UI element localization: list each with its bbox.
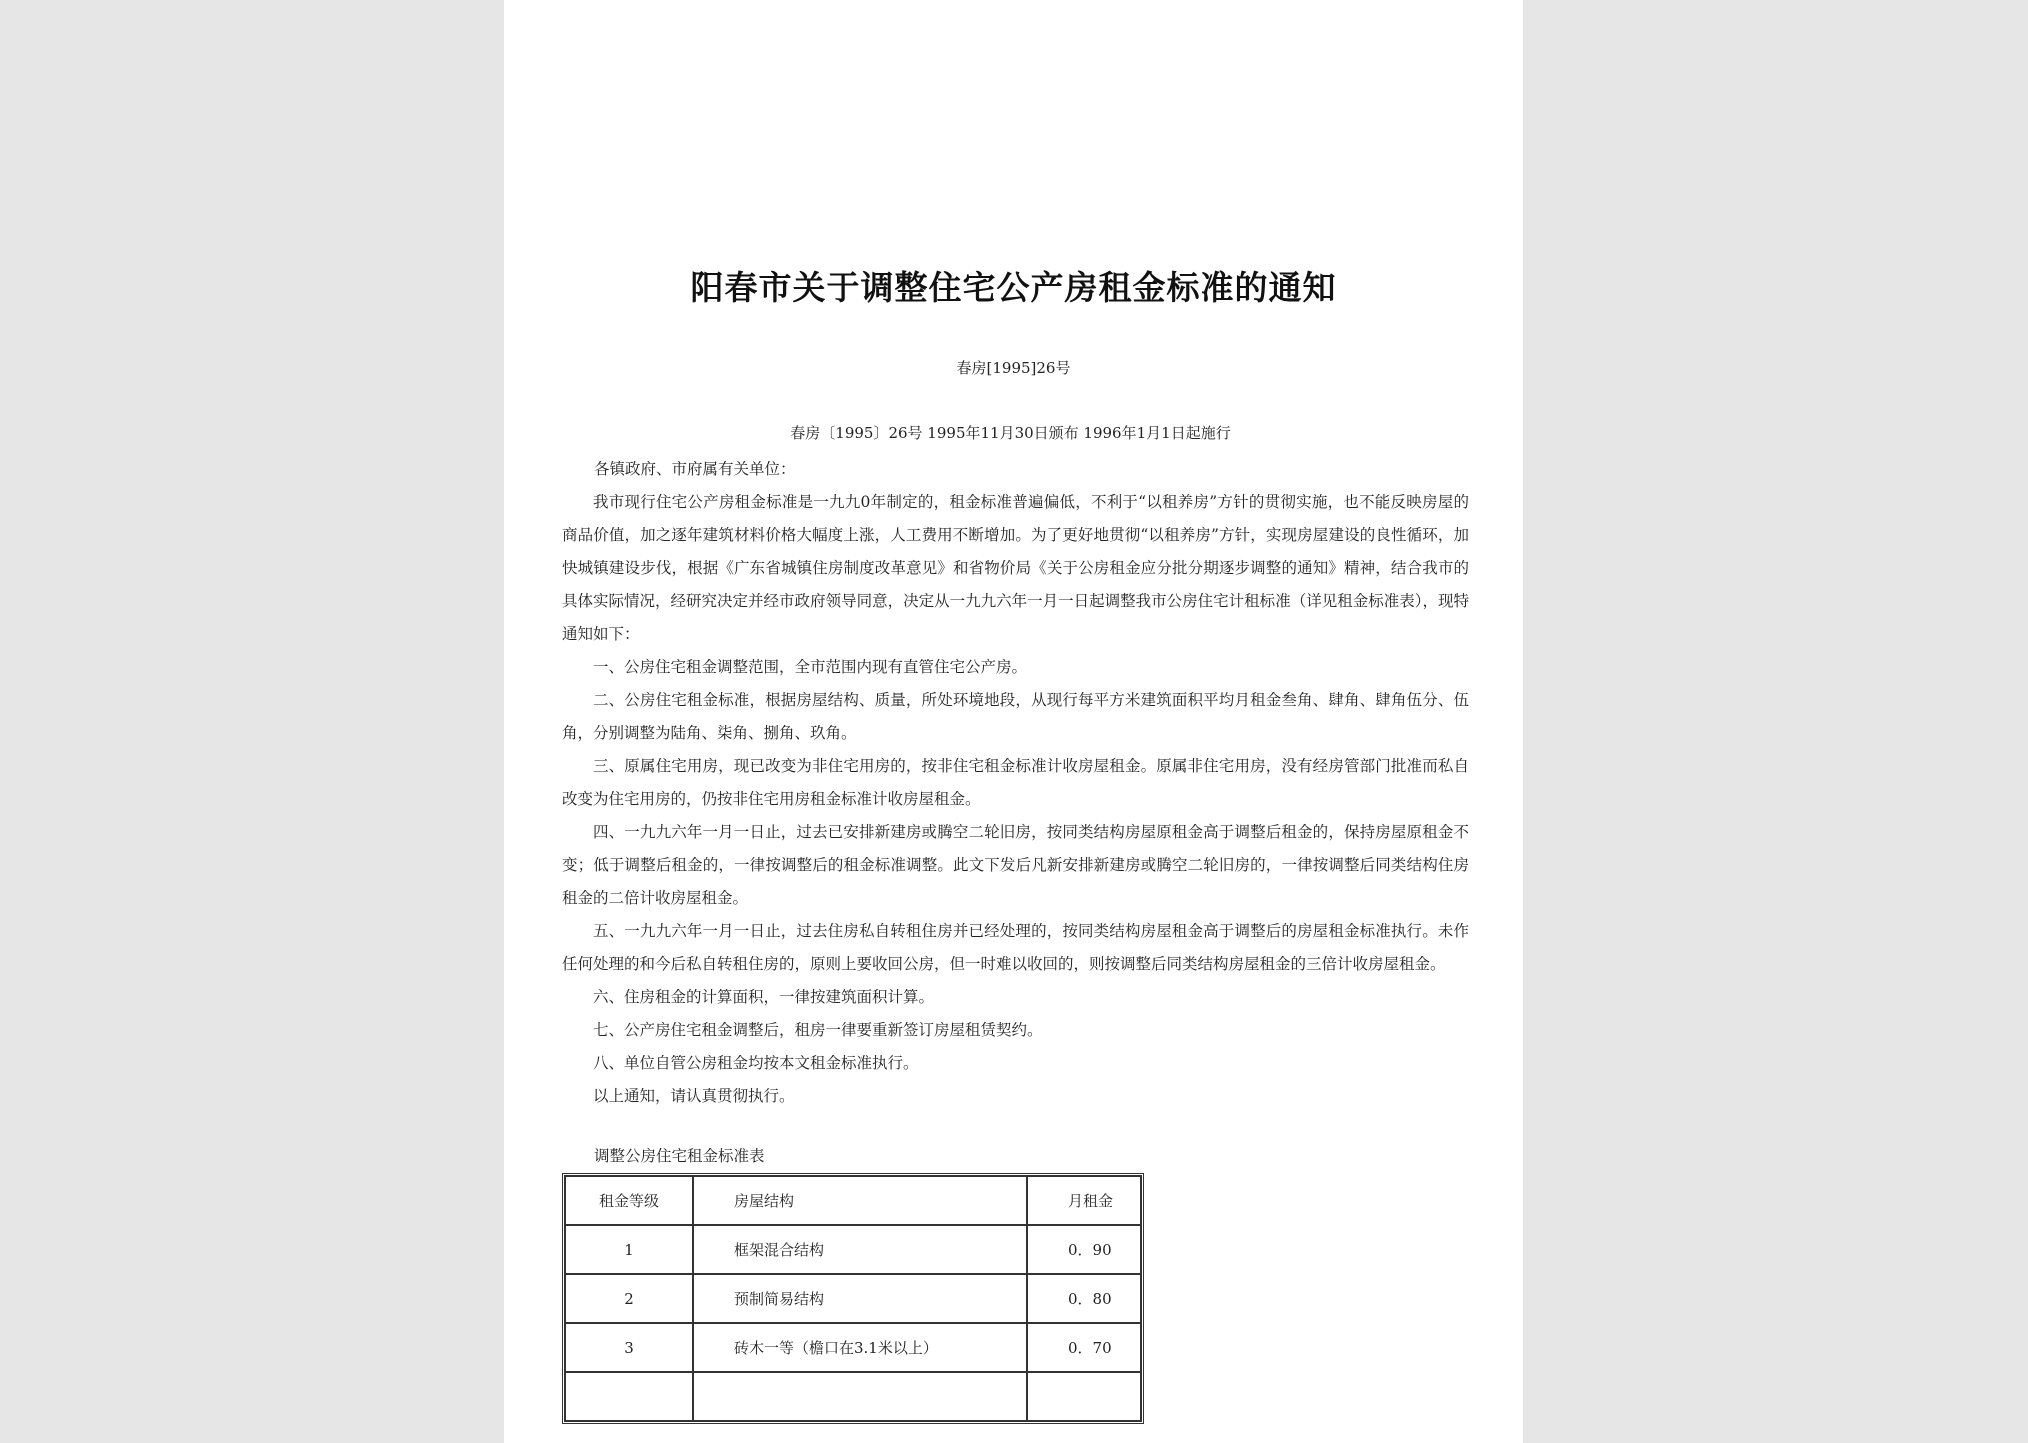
cell-structure: 砖木一等（檐口在3.1米以上） <box>693 1323 1027 1372</box>
paragraph-5: 五、一九九六年一月一日止，过去住房私自转租住房并已经处理的，按同类结构房屋租金高于调整后的房屋租金标准执行。未作任何处理的和今后私自转租住房的，原则上要收回公房，但一时难以收回的，则按调整后同类结构房屋租金的三倍计收房屋租金。 <box>562 922 1469 973</box>
paragraph-8: 八、单位自管公房租金均按本文租金标准执行。 <box>593 1054 919 1072</box>
cell-rent <box>1027 1372 1141 1421</box>
table-row <box>565 1225 1141 1274</box>
cell-rent: 0．80 <box>1027 1274 1141 1323</box>
paragraph-1: 一、公房住宅租金调整范围，全市范围内现有直管住宅公产房。 <box>593 658 1028 676</box>
paragraph-closing: 以上通知，请认真贯彻执行。 <box>593 1087 795 1105</box>
salutation: 各镇政府、市府属有关单位： <box>594 460 796 478</box>
paragraph-6: 六、住房租金的计算面积，一律按建筑面积计算。 <box>593 988 935 1006</box>
cell-structure: 框架混合结构 <box>693 1225 1027 1274</box>
cell-rent: 0．90 <box>1027 1225 1141 1274</box>
table-row <box>565 1274 1141 1323</box>
cell-structure: 预制简易结构 <box>693 1274 1027 1323</box>
header-rent-grade: 租金等级 <box>565 1176 693 1225</box>
document-title: 阳春市关于调整住宅公产房租金标准的通知 <box>690 268 1337 307</box>
header-monthly-rent: 月租金 <box>1027 1176 1141 1225</box>
paragraph-4: 四、一九九六年一月一日止，过去已安排新建房或腾空二轮旧房，按同类结构房屋原租金高于调整后租金的，保持房屋原租金不变；低于调整后租金的，一律按调整后的租金标准调整。此文下发后凡新安排新建房或腾空二轮旧房的，一律按调整后同类结构住房租金的二倍计收房屋租金。 <box>562 823 1469 907</box>
cell-grade: 3 <box>565 1323 693 1372</box>
cell-grade: 2 <box>565 1274 693 1323</box>
table-row <box>565 1372 1141 1421</box>
cell-grade <box>565 1372 693 1421</box>
cell-grade: 1 <box>565 1225 693 1274</box>
table-row <box>565 1323 1141 1372</box>
paragraph-7: 七、公产房住宅租金调整后，租房一律要重新签订房屋租赁契约。 <box>593 1021 1043 1039</box>
document-number: 春房[1995]26号 <box>956 359 1071 377</box>
header-structure: 房屋结构 <box>693 1176 1027 1225</box>
document-body <box>562 486 1469 1113</box>
cell-structure <box>693 1372 1027 1421</box>
document-page <box>504 0 1523 1443</box>
table-caption: 调整公房住宅租金标准表 <box>594 1147 765 1165</box>
cell-rent: 0．70 <box>1027 1323 1141 1372</box>
issued-line: 春房〔1995〕26号 1995年11月30日颁布 1996年1月1日起施行 <box>790 424 1231 442</box>
paragraph-intro: 我市现行住宅公产房租金标准是一九九0年制定的，租金标准普遍偏低，不利于“以租养房”方针的贯彻实施，也不能反映房屋的商品价值，加之逐年建筑材料价格大幅度上涨，人工费用不断增加。为了更好地贯彻“以租养房”方针，实现房屋建设的良性循环，加快城镇建设步伐，根据《广东省城镇住房制度改革意见》和省物价局《关于公房租金应分批分期逐步调整的通知》精神，结合我市的具体实际情况，经研究决定并经市政府领导同意，决定从一九九六年一月一日起调整我市公房住宅计租标准（详见租金标准表），现特通知如下： <box>562 493 1469 643</box>
paragraph-3: 三、原属住宅用房，现已改变为非住宅用房的，按非住宅租金标准计收房屋租金。原属非住宅用房，没有经房管部门批准而私自改变为住宅用房的，仍按非住宅用房租金标准计收房屋租金。 <box>562 757 1469 808</box>
table-header-row <box>565 1176 1141 1225</box>
paragraph-2: 二、公房住宅租金标准，根据房屋结构、质量，所处环境地段，从现行每平方米建筑面积平均月租金叁角、肆角、肆角伍分、伍角，分别调整为陆角、柒角、捌角、玖角。 <box>562 691 1469 742</box>
rent-standard-table <box>562 1173 1148 1443</box>
